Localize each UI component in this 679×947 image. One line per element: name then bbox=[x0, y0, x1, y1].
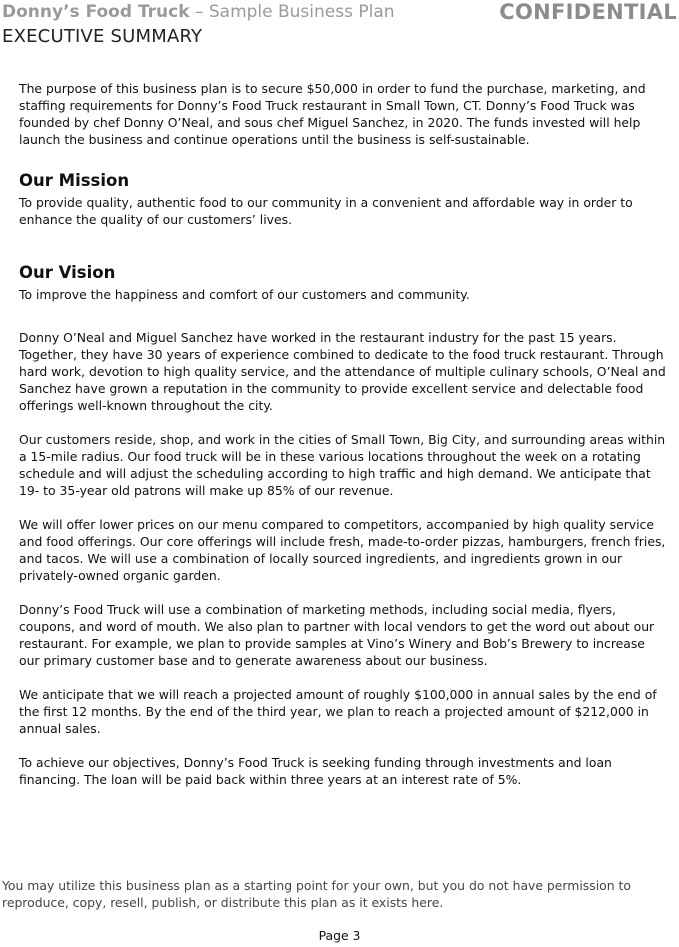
body-paragraph-marketing: Donny’s Food Truck will use a combination of marketing methods, including social media, flyers, coupons, and word of mouth. We also plan to partner with local vendors to get the word out about our restaurant. For example, we plan to provide samples at Vino’s Winery and Bob’s Brewery to increase our primary customer base and to generate awareness about our business. bbox=[19, 602, 655, 668]
body-paragraph-customers: Our customers reside, shop, and work in the cities of Small Town, Big City, and surrounding areas within a 15-mile radius. Our food truck will be in these various locations throughout the week on a rotating schedule and will adjust the scheduling according to high traffic and high demand. We anticipate that 19- to 35-year old patrons will make up 85% of our revenue. bbox=[19, 432, 666, 498]
document-subtitle: – Sample Business Plan bbox=[189, 2, 395, 22]
body-paragraph-offerings: We will offer lower prices on our menu compared to competitors, accompanied by high quality service and food offerings. Our core offerings will include fresh, made-to-order pizzas, hamburgers, french fries, and tacos. We will use a combination of locally sourced ingredients, and ingredients grown in our privately-owned organic garden. bbox=[19, 517, 666, 583]
confidential-label: CONFIDENTIAL bbox=[499, 0, 677, 24]
section-title: EXECUTIVE SUMMARY bbox=[2, 26, 203, 47]
document-body bbox=[19, 80, 667, 805]
body-paragraph-funding: To achieve our objectives, Donny’s Food Truck is seeking funding through investments and loan financing. The loan will be paid back within three years at an interest rate of 5%. bbox=[19, 755, 612, 787]
body-paragraph-background: Donny O’Neal and Miguel Sanchez have worked in the restaurant industry for the past 15 years. Together, they have 30 years of experience combined to dedicate to the food truck restaurant. Through hard work, devotion to high quality service, and the attendance of multiple culinary schools, O’Neal and Sanchez have grown a reputation in the community to provide excellent service and delectable food offerings well-known throughout the city. bbox=[19, 330, 666, 413]
vision-heading: Our Vision bbox=[19, 263, 116, 282]
mission-text: To provide quality, authentic food to our community in a convenient and affordable way in order to enhance the quality of our customers’ lives. bbox=[19, 195, 633, 227]
page-header bbox=[0, 0, 679, 52]
body-paragraph-projections: We anticipate that we will reach a projected amount of roughly $100,000 in annual sales by the end of the first 12 months. By the end of the third year, we plan to reach a projected amount of $212,000 in annual sales. bbox=[19, 687, 657, 736]
brand-name: Donny’s Food Truck bbox=[2, 2, 190, 22]
footer-disclaimer: You may utilize this business plan as a starting point for your own, but you do not have permission to reproduce, copy, resell, publish, or distribute this plan as it exists here. bbox=[2, 878, 631, 910]
document-title bbox=[2, 2, 395, 22]
page-number: Page 3 bbox=[318, 928, 361, 943]
mission-heading: Our Mission bbox=[19, 171, 130, 190]
vision-text: To improve the happiness and comfort of our customers and community. bbox=[19, 287, 470, 302]
intro-paragraph: The purpose of this business plan is to secure $50,000 in order to fund the purchase, marketing, and staffing requirements for Donny’s Food Truck restaurant in Small Town, CT. Donny’s Food Truck was founded by chef Donny O’Neal, and sous chef Miguel Sanchez, in 2020. The funds invested will help launch the business and continue operations until the business is self-sustainable. bbox=[19, 81, 646, 147]
